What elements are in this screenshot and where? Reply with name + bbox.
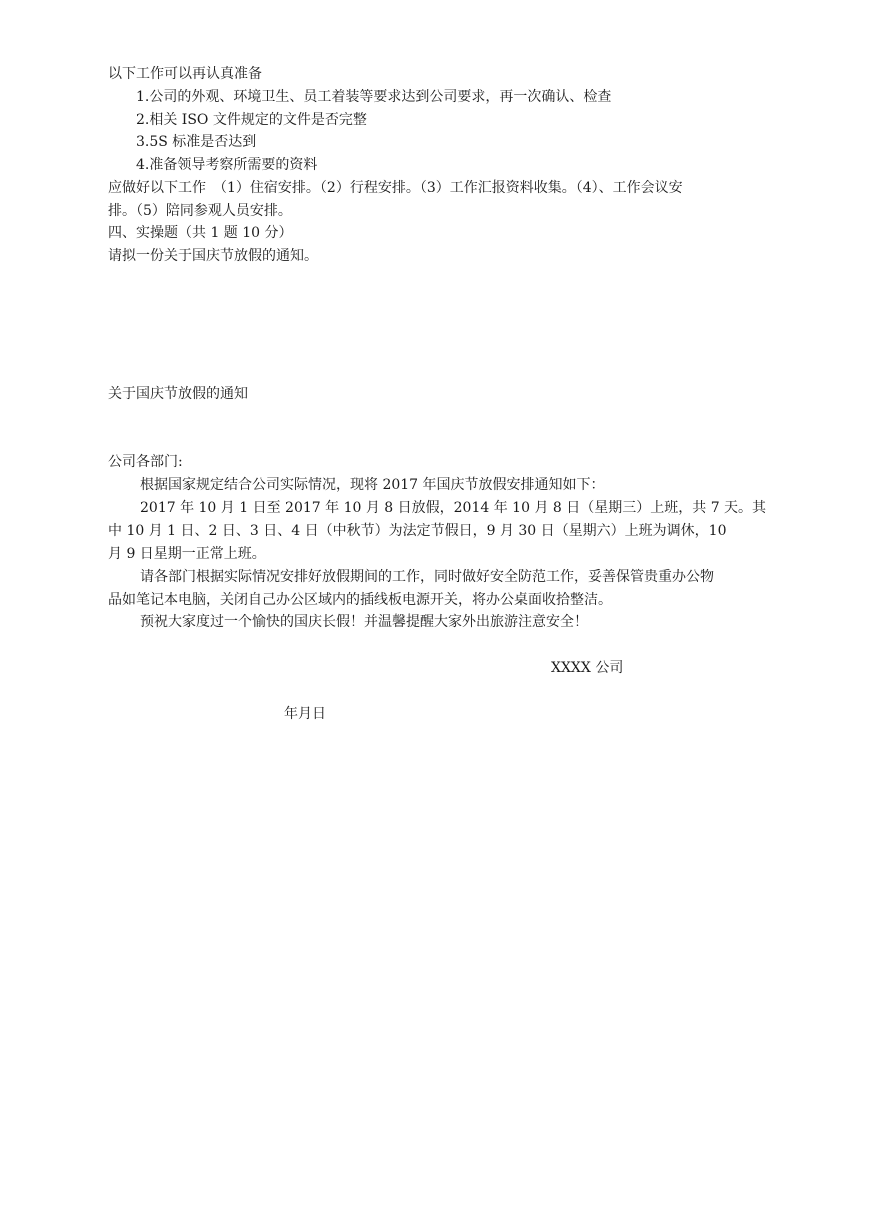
question-heading: 四、实操题（共 1 题 10 分） bbox=[108, 225, 293, 241]
prep-item-2: 2.相关 ISO 文件规定的文件是否完整 bbox=[136, 112, 367, 128]
notice-paragraph-2-line-2: 中 10 月 1 日、2 日、3 日、4 日（中秋节）为法定节假日，9 月 30 日（星期六）上班为调休，10 bbox=[108, 523, 727, 539]
prep-item-1: 1.公司的外观、环境卫生、员工着装等要求达到公司要求，再一次确认、检查 bbox=[136, 89, 612, 105]
work-arrangement-line-1: 应做好以下工作 （1）住宿安排。（2）行程安排。（3）工作汇报资料收集。（4）、工作会议安 bbox=[108, 180, 683, 196]
notice-signature: XXXX 公司 bbox=[551, 660, 624, 676]
notice-paragraph-1: 根据国家规定结合公司实际情况，现将 2017 年国庆节放假安排通知如下： bbox=[140, 477, 605, 493]
notice-paragraph-3-line-2: 品如笔记本电脑，关闭自己办公区域内的插线板电源开关，将办公桌面收拾整洁。 bbox=[108, 592, 612, 608]
notice-date: 年月日 bbox=[284, 706, 326, 722]
prep-intro: 以下工作可以再认真准备 bbox=[108, 66, 262, 82]
prep-item-3: 3.5S 标准是否达到 bbox=[136, 134, 257, 150]
notice-paragraph-2-line-1: 2017 年 10 月 1 日至 2017 年 10 月 8 日放假，2014 年 10 月 8 日（星期三）上班，共 7 天。其 bbox=[140, 500, 767, 516]
prep-item-4: 4.准备领导考察所需要的资料 bbox=[136, 157, 318, 173]
notice-paragraph-2-line-3: 月 9 日星期一正常上班。 bbox=[108, 546, 266, 562]
notice-paragraph-4: 预祝大家度过一个愉快的国庆长假！并温馨提醒大家外出旅游注意安全！ bbox=[140, 614, 588, 630]
question-prompt: 请拟一份关于国庆节放假的通知。 bbox=[108, 248, 318, 264]
notice-salutation: 公司各部门: bbox=[108, 454, 183, 470]
notice-paragraph-3-line-1: 请各部门根据实际情况安排好放假期间的工作，同时做好安全防范工作，妥善保管贵重办公物 bbox=[140, 569, 714, 585]
notice-title: 关于国庆节放假的通知 bbox=[108, 386, 248, 402]
work-arrangement-line-2: 排。（5）陪同参观人员安排。 bbox=[108, 203, 292, 219]
